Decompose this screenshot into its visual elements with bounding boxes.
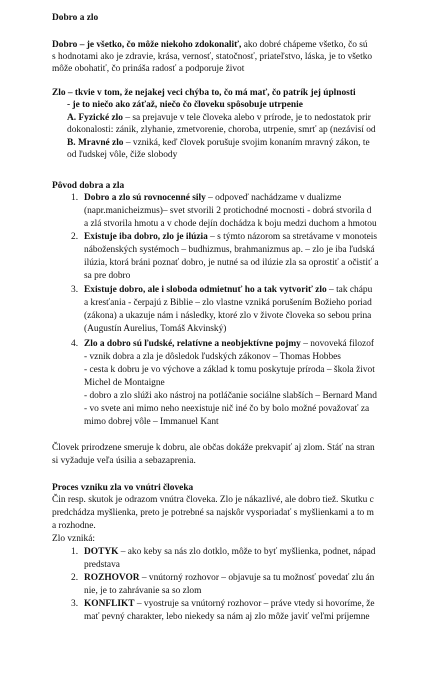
good-definition-line xyxy=(52,40,368,51)
good-definition-term: Dobro – je všetko, čo môže niekoho zdokonaliť, xyxy=(52,40,242,50)
list-item-term: ROZHOVOR xyxy=(84,573,140,583)
list-item-term: Zlo a dobro sú ľudské, relatívne a neobjektívne pojmy xyxy=(84,339,301,349)
list-item xyxy=(84,339,374,350)
moral-evil-line xyxy=(67,138,370,149)
document-title: Dobro a zlo xyxy=(52,13,99,23)
paragraph-line: s hodnotami ako je zdravie, krása, vernosť, statočnosť, priateľstvo, láska, je to všetko xyxy=(52,52,373,62)
moral-evil-label: B. Mravné zlo xyxy=(67,138,124,148)
list-item-term: Existuje iba dobro, zlo je ilúzia xyxy=(84,232,208,242)
paragraph-line: - vznik dobra a zla je dôsledok ľudských zákonov – Thomas Hobbes xyxy=(84,352,341,362)
moral-evil-text: – vzniká, keď človek porušuje svojim konaním mravný zákon, te xyxy=(123,138,370,148)
paragraph-line: Čin resp. skutok je odrazom vnútra človeka. Zlo je nákazlivé, ale dobro tiež. Skutku c xyxy=(52,495,374,505)
paragraph-line: mať pevný charakter, lebo niekedy sa nám aj zlo môže javiť veľmi príjemne xyxy=(84,612,370,622)
paragraph-line: predstava xyxy=(84,560,120,570)
paragraph-line: (Augustín Aurelius, Tomáš Akvinský) xyxy=(84,324,227,334)
paragraph-line: (napr.manicheizmus)– svet stvorili 2 protichodné mocnosti - dobrá stvorila d xyxy=(84,206,372,216)
evil-definition-line: Zlo – tkvie v tom, že nejakej veci chýba to, čo má mať, čo patrík jej úplnosti xyxy=(52,88,356,98)
list-item xyxy=(84,547,375,558)
paragraph-line: nie, je to zahrávanie sa so zlom xyxy=(84,586,202,596)
list-item-text: – vnútorný rozhovor – objavuje sa tu možnosť povedať zlu án xyxy=(139,573,375,583)
paragraph-line: sa pre dobro xyxy=(84,271,131,281)
paragraph-line: si vyžaduje veľa úsilia a sebazaprenia. xyxy=(52,456,196,466)
list-item-text: – odpoveď nachádzame v dualizme xyxy=(205,193,342,203)
list-number: 3. xyxy=(71,599,79,609)
physical-evil-text: – sa prejavuje v tele človeka alebo v prírode, je to nedostatok prir xyxy=(122,113,371,123)
paragraph-line: - cesta k dobru je vo výchove a základ k tomu poskytuje príroda – škola život xyxy=(84,365,375,375)
list-item-text: – s týmto názorom sa stretávame v monoteis xyxy=(207,232,378,242)
paragraph-line: (zákona) a ukazuje nám i následky, ktoré zlo v živote človeka so sebou prina xyxy=(84,311,372,321)
list-item-text: – vyostruje sa vnútorný rozhovor – práve vtedy si hovoríme, že xyxy=(134,599,375,609)
list-item xyxy=(84,285,372,296)
list-item xyxy=(84,573,374,584)
good-definition-text: ako dobré chápeme všetko, čo sú xyxy=(241,40,368,50)
list-item-term: Dobro a zlo sú rovnocenné sily xyxy=(84,193,206,203)
list-number: 2. xyxy=(71,232,79,242)
physical-evil-line xyxy=(67,113,371,124)
list-number: 4. xyxy=(71,339,79,349)
list-item-term: DOTYK xyxy=(84,547,119,557)
list-item-text: – novoveká filozof xyxy=(300,339,374,349)
list-item-term: KONFLIKT xyxy=(84,599,135,609)
physical-evil-label: A. Fyzické zlo xyxy=(67,113,123,123)
paragraph-line: a zlá stvorila hmotu a v chode dejín dochádza k boju medzi duchom a hmotou xyxy=(84,219,377,229)
paragraph-line: a kresťania - čerpajú z Biblie – zlo vlastne vzniká porušením Božieho poriad xyxy=(84,298,372,308)
paragraph-line: dokonalosti: zánik, zlyhanie, zmetvorenie, choroba, utrpenie, smrť ap (nezávisí od xyxy=(67,125,376,135)
list-number: 1. xyxy=(71,193,79,203)
evil-definition-subline: - je to niečo ako záťaž, niečo čo človeku spôsobuje utrpenie xyxy=(67,100,303,110)
paragraph-line: predchádza myšlienka, preto je potrebné sa najskôr vysporiadať s myšlienkami a to m xyxy=(52,508,374,518)
paragraph-line: - dobro a zlo slúži ako nástroj na potláčanie sociálne slabších – Bernard Mand xyxy=(84,391,377,401)
paragraph-line: Michel de Montaigne xyxy=(84,378,165,388)
paragraph-line: Človek prirodzene smeruje k dobru, ale občas dokáže prekvapiť aj zlom. Stáť na stran xyxy=(52,443,375,453)
paragraph-line: môže obohatiť, čo prináša radosť a podporuje život xyxy=(52,64,245,74)
section-heading-origin: Pôvod dobra a zla xyxy=(52,181,125,191)
list-number: 2. xyxy=(71,573,79,583)
list-item xyxy=(84,193,341,204)
list-item-text: – tak chápu xyxy=(326,285,373,295)
list-number: 3. xyxy=(71,285,79,295)
list-number: 1. xyxy=(71,547,79,557)
paragraph-line: a rozhodne. xyxy=(52,521,96,531)
paragraph-line: ilúzia, ktorá bráni poznať dobro, je nutné sa od ilúzie zla sa oprostiť a očistiť a xyxy=(84,258,379,268)
paragraph-line: Zlo vzniká: xyxy=(52,534,95,544)
list-item xyxy=(84,599,375,610)
paragraph-line: náboženských systémoch – budhizmus, brahmanizmus ap. – zlo je iba ľudská xyxy=(84,245,375,255)
list-item xyxy=(84,232,377,243)
paragraph-line: od ľudskej vôle, čiže slobody xyxy=(67,150,178,160)
paragraph-line: - vo svete ani mimo neho neexistuje nič iné čo by bolo možné považovať za xyxy=(84,404,370,414)
list-item-term: Existuje dobro, ale i sloboda odmietnuť ho a tak vytvoriť zlo xyxy=(84,285,327,295)
paragraph-line: mimo dobrej vôle – Immanuel Kant xyxy=(84,417,219,427)
section-heading-process: Proces vzniku zla vo vnútri človeka xyxy=(52,483,194,493)
list-item-text: – ako keby sa nás zlo dotklo, môže to byť myšlienka, podnet, nápad xyxy=(118,547,376,557)
